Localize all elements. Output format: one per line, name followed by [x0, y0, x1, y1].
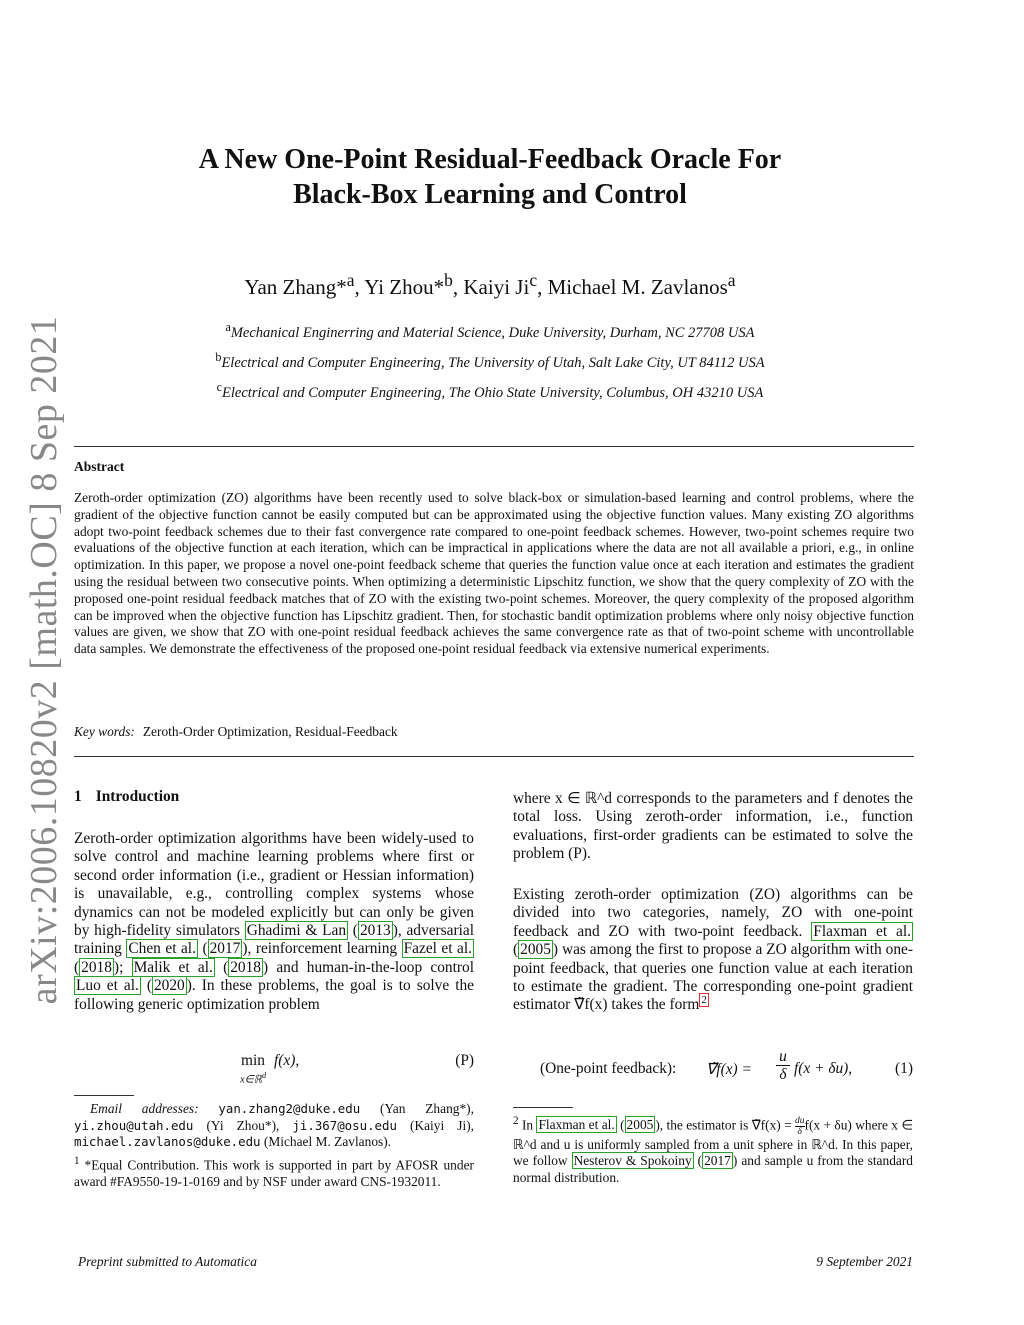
affiliation-a-text: Mechanical Enginerring and Material Science, Duke University, Durham, NC 27708 USA: [230, 324, 755, 341]
eq-p-sub-sup: d: [262, 1071, 267, 1080]
citation-nesterov-year[interactable]: 2017: [704, 1153, 731, 1169]
citation-malik[interactable]: Malik et al.: [133, 958, 213, 976]
eq-p-min: min: [241, 1052, 265, 1069]
affiliation-c-mark: c: [216, 380, 223, 394]
eq-p-sub-text: x∈ℝ: [239, 1074, 263, 1086]
author-1: Yan Zhang*: [244, 275, 347, 299]
section-title: Introduction: [95, 788, 180, 805]
citation-chen-year[interactable]: 2017: [209, 940, 241, 958]
abstract-text: Zeroth-order optimization (ZO) algorithms have been recently used to solve black-box or simulation-based learning and control problems, where the gradient of the objective function cannot be easily computed but can be approximated using the objective function values. Many existing ZO algorithms adopt two-point feedback schemes due to their fast convergence rate compared to one-point feedback schemes. However, two-point schemes require two evaluations of the objective function at each iteration, which can be impractical in applications where the data are not all available a priori, e.g., in online optimization. In this paper, we propose a novel one-point feedback scheme that queries the function value once at each iteration and estimates the gradient using the residual between two consecutive points. When optimizing a deterministic Lipschitz function, we show that the query complexity of ZO with the proposed one-point residual feedback matches that of ZO with the existing two-point schemes. Moreover, the query complexity of the proposed algorithm can be improved when the objective function has Lipschitz gradient. Then, for stochastic bandit optimization problems where only noisy objective function values are given, we show that ZO with one-point residual feedback achieves the same convergence rate as that of two-point scheme with uncontrollable data samples. We demonstrate the effectiveness of the proposed one-point residual feedback via extensive numerical experiments.: [74, 490, 914, 657]
title-line-2: Black-Box Learning and Control: [293, 179, 687, 210]
email-1-name: (Yan Zhang*),: [380, 1101, 474, 1116]
eq-p-label: (P): [455, 1052, 474, 1069]
affiliation-b-text: Electrical and Computer Engineering, The University of Utah, Salt Lake City, UT 84112 USA: [221, 354, 765, 371]
equation-1: [540, 1048, 913, 1088]
footer-left: Preprint submitted to Automatica: [78, 1254, 257, 1269]
citation-ghadimi[interactable]: Ghadimi & Lan: [246, 922, 347, 940]
intro-text-2: , adversarial training: [74, 922, 474, 958]
section-heading: [74, 788, 179, 806]
right-text-2b: was among the first to propose a ZO algorithm with one-point feedback, that queries one function value at each iteration to estimate the gradient. The corresponding one-point gradient estimator ∇̃f(x) takes the form: [513, 941, 913, 1014]
author-1-affil: a: [346, 270, 355, 290]
arxiv-stamp: arXiv:2006.10820v2 [math.OC] 8 Sep 2021: [23, 315, 65, 1005]
keywords: [74, 724, 398, 740]
author-2: Yi Zhou*: [364, 275, 445, 299]
citation-fazel-year[interactable]: 2018: [81, 958, 112, 976]
citation-luo-year[interactable]: 2020: [153, 977, 185, 995]
citation-flaxman-fn-year[interactable]: 2005: [626, 1117, 654, 1133]
citation-malik-year[interactable]: 2018: [230, 958, 261, 976]
abstract-heading: Abstract: [74, 459, 125, 474]
affiliation-c-text: Electrical and Computer Engineering, The Ohio State University, Columbus, OH 43210 USA: [222, 384, 764, 401]
abstract-bottom-rule: [74, 756, 914, 757]
affiliation-b: [90, 350, 890, 372]
right-text-2a: Existing zeroth-order optimization (ZO) algorithms can be divided into two categories, namely, ZO with one-point feedback and ZO with two-point feedback.: [513, 886, 913, 940]
author-3-affil: c: [529, 270, 538, 290]
email-2[interactable]: yi.zhou@utah.edu: [74, 1117, 194, 1133]
email-label: Email addresses:: [90, 1101, 199, 1116]
citation-fazel[interactable]: Fazel et al.: [403, 940, 472, 958]
affiliation-a: [90, 320, 890, 342]
left-footnote-rule: [74, 1095, 134, 1096]
citation-flaxman-fn[interactable]: Flaxman et al.: [538, 1117, 615, 1133]
email-4[interactable]: michael.zavlanos@duke.edu: [74, 1134, 261, 1150]
right-column-paragraph-2: Existing zeroth-order optimization (ZO) algorithms can be divided into two categories, namely, ZO with one-point feedback and ZO with two-point feedback. Flaxman et al. ( 2005 ) was among the first to propose a ZO algorithm with one-point feedback, that queries one function value at each iteration to estimate the gradient. The corresponding one-point gradient estimator ∇̃f(x) takes the form $^2$: [513, 886, 913, 1014]
affiliation-b-mark: b: [215, 350, 222, 364]
fn2-text-4: and sample u from the standard normal distribution.: [513, 1153, 913, 1186]
fn2-fraction: [795, 1116, 805, 1137]
fn2-frac-den: δ: [797, 1126, 802, 1137]
eq1-den: δ: [779, 1066, 787, 1083]
citation-flaxman-year[interactable]: 2005: [520, 941, 551, 959]
right-column-paragraph-1: [513, 790, 913, 864]
eq1-label-left: (One-point feedback):: [540, 1060, 677, 1077]
keywords-text: Zeroth-Order Optimization, Residual-Feedback: [142, 724, 398, 739]
email-4-name: (Michael M. Zavlanos).: [263, 1134, 392, 1150]
author-2-affil: b: [444, 270, 453, 290]
author-4-affil: a: [727, 270, 736, 290]
right-text-1: where x ∈ ℝ^d corresponds to the parameters and f denotes the total loss. Using zeroth-order information, i.e., function evaluations, first-order gradients can be estimated to solve the problem (P).: [513, 790, 913, 863]
eq1-rhs: f(x + δu),: [794, 1060, 853, 1077]
eq1-num: u: [776, 1048, 790, 1066]
eq1-fraction: [776, 1048, 790, 1083]
equation-p: [236, 1052, 474, 1092]
citation-flaxman[interactable]: Flaxman et al.: [813, 922, 911, 940]
section-number: 1: [74, 788, 82, 805]
author-list: Yan Zhang*$^a$, Yi Zhou*$^b$, Kaiyi Ji$^c$, Michael M. Zavlanos$^a$: [244, 270, 736, 299]
author-3: Kaiyi Ji: [463, 275, 530, 299]
fn2-text-2: , the estimator is ∇̃f(x) =: [659, 1117, 795, 1133]
right-footnote-rule: [513, 1107, 573, 1108]
fn2-text-3: f(x + δu) where x ∈ ℝ^d and u is uniformly sampled from a unit sphere in ℝ^d. In this paper, we follow: [513, 1117, 913, 1169]
intro-text-4: ;: [119, 958, 132, 976]
citation-luo[interactable]: Luo et al.: [76, 977, 139, 995]
intro-text-1: Zeroth-order optimization algorithms have been widely-used to solve control and machine learning problems where first or second order information (i.e., gradient or Hessian information) is unavailable, e.g., controlling complex systems whose dynamics can not be modeled explicitly but can only be given by high-fidelity simulators: [74, 830, 474, 940]
eq-p-expr: f(x),: [274, 1052, 300, 1069]
keywords-label: Key words:: [74, 724, 135, 739]
left-footnotes: [74, 1101, 474, 1190]
intro-text-6: . In these problems, the goal is to solve the following generic optimization problem: [74, 977, 474, 1013]
email-3-name: (Kaiyi Ji),: [409, 1117, 474, 1133]
left-column-paragraph: Zeroth-order optimization algorithms have been widely-used to solve control and machine learning problems where first or second order information (i.e., gradient or Hessian information) is unavailable, e.g., controlling complex systems whose dynamics can not be modeled explicitly but can only be given by high-fidelity simulators Ghadimi & Lan ( 2013 ), adversarial training Chen et al. ( 2017 ), reinforcement learning Fazel et al. ( 2018 ); Malik et al. ( 2018 ) and human-in-the-loop control Luo et al. ( 2020 ). In these problems, the goal is to solve the following generic optimization problem: [74, 830, 475, 1013]
footnote-2-ref[interactable]: 2: [701, 994, 707, 1007]
intro-text-3: , reinforcement learning: [247, 940, 402, 958]
eq1-lhs: ∇̃f(x) =: [706, 1061, 752, 1078]
eq-p-sub: [236, 1070, 270, 1086]
citation-ghadimi-year[interactable]: 2013: [359, 922, 391, 940]
citation-nesterov[interactable]: Nesterov & Spokoiny: [573, 1153, 692, 1169]
email-3[interactable]: ji.367@osu.edu: [292, 1117, 397, 1133]
affiliation-c: [90, 380, 890, 402]
footnote-1-text: *Equal Contribution. This work is supported in part by AFOSR under award #FA9550-19-1-0169 and by NSF under award CNS-1932011.: [74, 1157, 474, 1189]
affiliation-a-mark: a: [225, 320, 231, 334]
fn2-frac-num: du: [795, 1115, 805, 1126]
footer-right: 9 September 2021: [816, 1254, 913, 1269]
title-line-1: A New One-Point Residual-Feedback Oracle For: [198, 144, 782, 175]
citation-chen[interactable]: Chen et al.: [128, 940, 196, 958]
email-2-name: (Yi Zhou*),: [206, 1117, 280, 1133]
email-1[interactable]: yan.zhang2@duke.edu: [218, 1101, 361, 1116]
footnote-1-mark: 1: [74, 1154, 80, 1167]
author-4: Michael M. Zavlanos: [547, 275, 728, 299]
footnote-2-mark: 2: [513, 1115, 519, 1127]
fn2-text-1: In: [521, 1117, 537, 1133]
abstract-top-rule: [74, 446, 914, 447]
right-footnote: $^2$ In Flaxman et al. ( 2005 ), the estimator is ∇̃f(x) = $\frac{du}{\delta}$ f(x + δu) where x ∈ ℝ^d and u is uniformly sampled from a unit sphere in ℝ^d. In this paper, we follow Nesterov & Spokoiny ( 2017 ) and sample u from the standard normal distribution.: [513, 1115, 913, 1186]
intro-text-5: and human-in-the-loop control: [268, 958, 475, 976]
paper-title: [100, 142, 880, 212]
eq1-number: (1): [895, 1060, 913, 1077]
